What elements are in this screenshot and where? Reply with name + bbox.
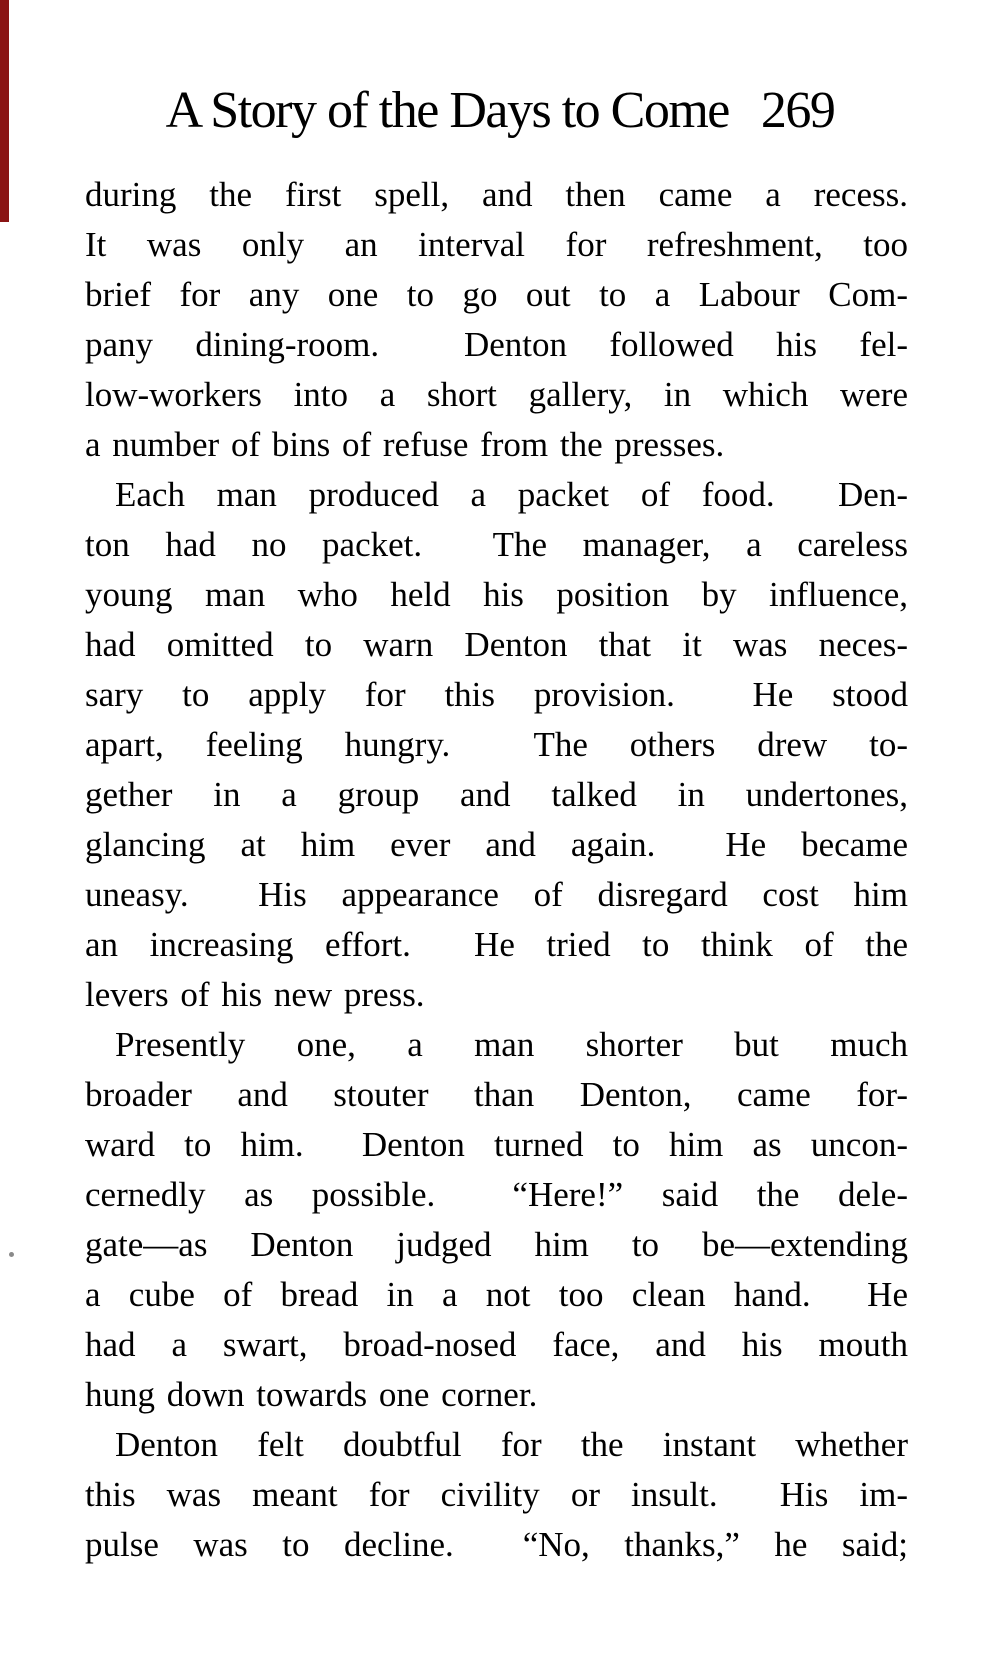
text-line: an increasing effort. He tried to think of the <box>85 925 908 964</box>
text-line: sary to apply for this provision. He stood <box>85 675 908 714</box>
text-line: apart, feeling hungry. The others drew to- <box>85 725 908 764</box>
text-line: brief for any one to go out to a Labour Com- <box>85 275 908 314</box>
text-line: Presently one, a man shorter but much <box>115 1025 908 1064</box>
text-line: had a swart, broad-nosed face, and his mouth <box>85 1325 908 1364</box>
text-line: Each man produced a packet of food. Den- <box>115 475 908 514</box>
text-line: young man who held his position by influence, <box>85 575 908 614</box>
text-line: levers of his new press. <box>85 975 425 1014</box>
text-line: ton had no packet. The manager, a careless <box>85 525 908 564</box>
text-line: ward to him. Denton turned to him as uncon- <box>85 1125 908 1164</box>
text-line: glancing at him ever and again. He became <box>85 825 908 864</box>
text-line: broader and stouter than Denton, came for- <box>85 1075 908 1114</box>
running-title: A Story of the Days to Come <box>165 82 729 139</box>
text-line: pany dining-room. Denton followed his fel- <box>85 325 908 364</box>
text-line: this was meant for civility or insult. His im- <box>85 1475 908 1514</box>
text-line: low-workers into a short gallery, in which were <box>85 375 908 414</box>
text-line: a cube of bread in a not too clean hand. He <box>85 1275 908 1314</box>
text-line: gate—as Denton judged him to be—extending <box>85 1225 908 1264</box>
scan-speck <box>9 1252 14 1257</box>
text-line: Denton felt doubtful for the instant whether <box>115 1425 908 1464</box>
text-line: hung down towards one corner. <box>85 1375 538 1414</box>
text-line: cernedly as possible. “Here!” said the dele- <box>85 1175 908 1214</box>
page-header <box>0 82 1000 140</box>
paragraph <box>85 170 908 470</box>
text-line: had omitted to warn Denton that it was neces- <box>85 625 908 664</box>
text-line: a number of bins of refuse from the presses. <box>85 425 725 464</box>
paragraph <box>85 1420 908 1570</box>
text-line: during the first spell, and then came a recess. <box>85 175 908 214</box>
paragraph <box>85 1020 908 1420</box>
page-number: 269 <box>760 82 835 139</box>
paragraph <box>85 470 908 1020</box>
text-line: uneasy. His appearance of disregard cost him <box>85 875 908 914</box>
text-line: pulse was to decline. “No, thanks,” he said; <box>85 1525 908 1564</box>
text-line: gether in a group and talked in undertones, <box>85 775 908 814</box>
text-line: It was only an interval for refreshment, too <box>85 225 908 264</box>
body-text <box>85 170 908 1570</box>
